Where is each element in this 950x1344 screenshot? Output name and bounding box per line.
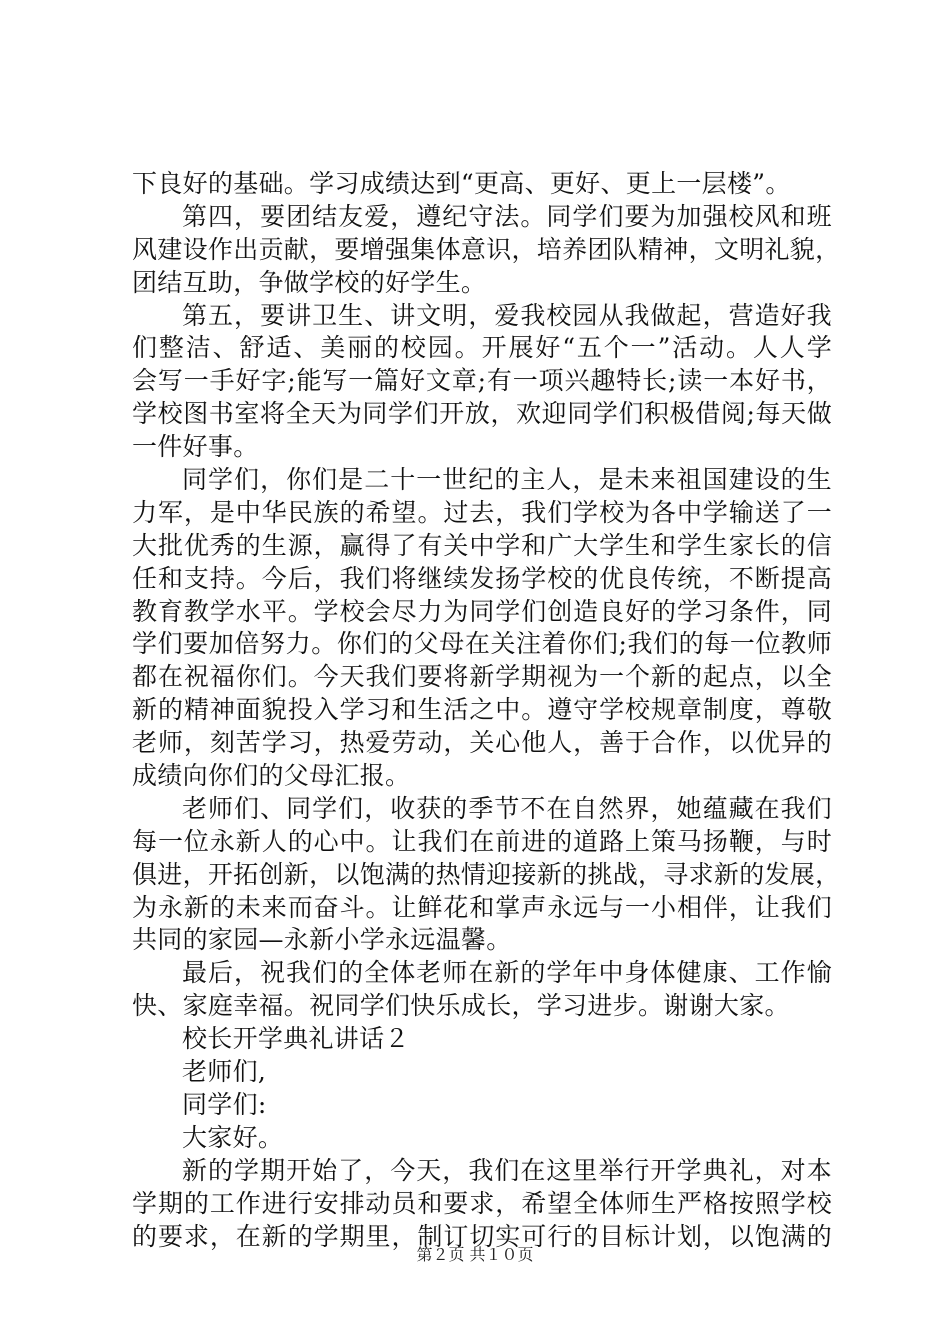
text-line: 力军，是中华民族的希望。过去，我们学校为各中学输送了一: [132, 497, 832, 527]
text-line: 成绩向你们的父母汇报。: [132, 761, 411, 791]
text-line: 校长开学典礼讲话２: [182, 1024, 410, 1054]
text-line: 新的精神面貌投入学习和生活之中。遵守学校规章制度，尊敬: [132, 695, 832, 725]
text-line: 学们要加倍努力。你们的父母在关注着你们;我们的每一位教师: [132, 629, 832, 659]
text-line: 下良好的基础。学习成绩达到“更高、更好、更上一层楼”。: [132, 169, 791, 198]
text-line: 同学们:: [182, 1089, 267, 1119]
text-line: 会写一手好字;能写一篇好文章;有一项兴趣特长;读一本好书，: [132, 366, 832, 396]
text-line: 大批优秀的生源，赢得了有关中学和广大学生和学生家长的信: [132, 530, 832, 560]
text-line: 们整洁、舒适、美丽的校园。开展好“五个一”活动。人人学: [132, 333, 832, 363]
text-line: 大家好。: [182, 1122, 284, 1152]
text-line: 一件好事。: [132, 432, 259, 462]
text-line: 风建设作出贡献，要增强集体意识，培养团队精神，文明礼貌，: [132, 234, 841, 264]
text-line: 快、家庭幸福。祝同学们快乐成长，学习进步。谢谢大家。: [132, 991, 790, 1021]
text-line: 新的学期开始了，今天，我们在这里举行开学典礼，对本: [182, 1155, 832, 1185]
text-line: 的要求，在新的学期里，制订切实可行的目标计划，以饱满的: [132, 1221, 832, 1251]
text-line: 每一位永新人的心中。让我们在前进的道路上策马扬鞭，与时: [132, 826, 832, 856]
page-number-label: 第２页 共１０页: [416, 1245, 534, 1264]
text-line: 都在祝福你们。今天我们要将新学期视为一个新的起点，以全: [132, 662, 832, 692]
text-line: 团结互助，争做学校的好学生。: [132, 267, 487, 297]
text-line: 同学们，你们是二十一世纪的主人，是未来祖国建设的生: [182, 465, 832, 495]
text-line: 共同的家园—永新小学永远温馨。: [132, 925, 512, 955]
page-footer: [0, 1244, 950, 1266]
text-line: 学期的工作进行安排动员和要求，希望全体师生严格按照学校: [132, 1188, 832, 1218]
document-body: [132, 168, 841, 1253]
text-line: 俱进，开拓创新，以饱满的热情迎接新的挑战，寻求新的发展，: [132, 859, 841, 889]
text-line: 老师们、同学们，收获的季节不在自然界，她蕴藏在我们: [182, 793, 832, 823]
text-line: 老师们,: [182, 1057, 267, 1087]
text-line: 教育教学水平。学校会尽力为同学们创造良好的学习条件，同: [132, 596, 832, 626]
text-line: 任和支持。今后，我们将继续发扬学校的优良传统，不断提高: [132, 563, 832, 593]
text-line: 老师，刻苦学习，热爱劳动，关心他人，善于合作，以优异的: [132, 728, 832, 758]
text-line: 第五，要讲卫生、讲文明，爱我校园从我做起，营造好我: [182, 300, 832, 330]
text-line: 第四，要团结友爱，遵纪守法。同学们要为加强校风和班: [182, 201, 832, 231]
text-line: 最后，祝我们的全体老师在新的学年中身体健康、工作愉: [182, 958, 832, 988]
text-line: 为永新的未来而奋斗。让鲜花和掌声永远与一小相伴，让我们: [132, 892, 832, 922]
text-line: 学校图书室将全天为同学们开放，欢迎同学们积极借阅;每天做: [132, 399, 832, 429]
